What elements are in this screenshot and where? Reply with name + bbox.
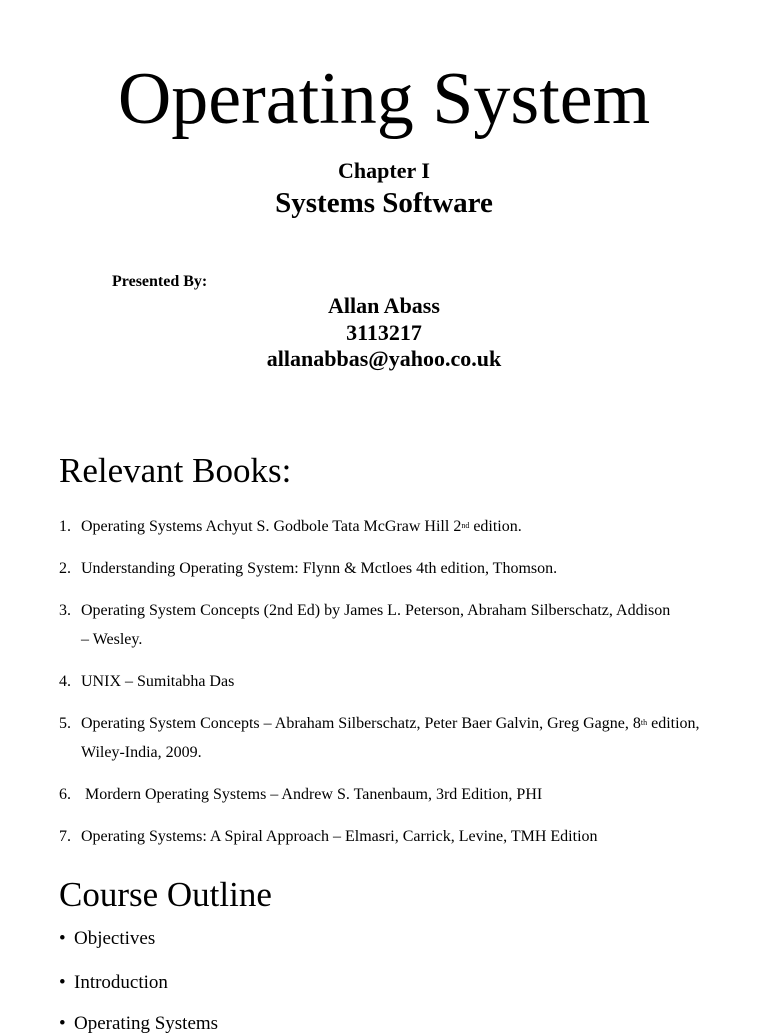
bullet-icon: • [59, 1013, 66, 1034]
book-text: Operating Systems Achyut S. Godbole Tata McGraw Hill 2nd edition. [81, 518, 522, 535]
book-superscript: nd [461, 521, 470, 530]
book-text: UNIX – Sumitabha Das [81, 673, 235, 690]
book-number: 5. [59, 715, 71, 732]
book-text: Mordern Operating Systems – Andrew S. Tanenbaum, 3rd Edition, PHI [81, 786, 543, 803]
presenter-email: allanabbas@yahoo.co.uk [266, 346, 502, 371]
outline-item-label: Introduction [74, 972, 168, 993]
document-title: Operating System [117, 58, 651, 140]
presented-by-label: Presented By: [112, 273, 208, 290]
book-number: 7. [59, 828, 71, 845]
outline-item [59, 927, 155, 951]
book-superscript: th [640, 718, 648, 727]
book-number: 4. [59, 673, 71, 690]
book-number: 1. [59, 518, 71, 535]
book-text: Operating System Concepts – Abraham Silberschatz, Peter Baer Galvin, Greg Gagne, 8th edition, Wiley-India, 2009. [81, 715, 700, 761]
presenter-name: Allan Abass [328, 293, 440, 318]
outline-item-label: Operating Systems [74, 1013, 219, 1034]
bullet-icon: • [59, 928, 66, 949]
book-text: Understanding Operating System: Flynn & Mctloes 4th edition, Thomson. [81, 560, 558, 577]
book-number: 3. [59, 602, 71, 619]
chapter-subtitle: Systems Software [275, 187, 493, 219]
outline-item [59, 971, 168, 995]
chapter-label: Chapter I [338, 158, 430, 183]
book-number: 6. [59, 786, 71, 803]
bullet-icon: • [59, 972, 66, 993]
book-text: Operating System Concepts (2nd Ed) by James L. Peterson, Abraham Silberschatz, Addison – Wesley. [81, 602, 671, 648]
book-text: Operating Systems: A Spiral Approach – Elmasri, Carrick, Levine, TMH Edition [81, 828, 598, 845]
outline-item-label: Objectives [74, 928, 156, 949]
book-number: 2. [59, 560, 71, 577]
outline-heading: Course Outline [59, 875, 272, 914]
books-heading: Relevant Books: [59, 451, 292, 490]
presenter-id: 3113217 [346, 320, 422, 345]
outline-item [59, 1012, 218, 1036]
